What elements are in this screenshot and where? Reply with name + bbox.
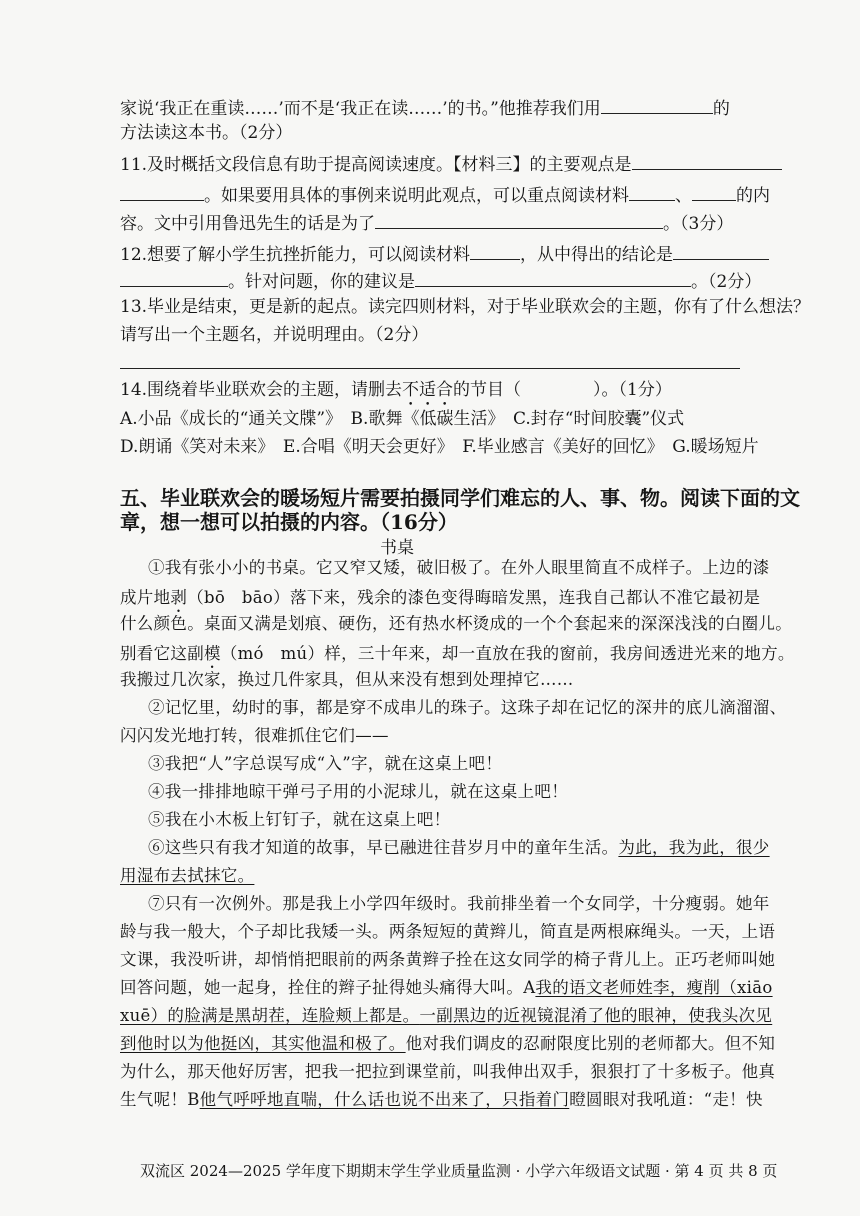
p7-underlined: 一副黑边的近视镜混淆了他的眼神，使我头次见 [419, 1006, 773, 1025]
p1-text: 成片地 [120, 588, 171, 607]
article-p6-line2 [120, 868, 254, 885]
section5-heading-line2: 章，想一想可以拍摄的内容。（16分） [120, 510, 458, 534]
article-p5: ⑤我在小木板上钉钉子，就在这桌上吧！ [148, 810, 451, 829]
article-p7-line7: 为什么，那天他好厉害，把我一把拉到课堂前，叫我伸出双手，狠狠打了十多板子。他真 [120, 1062, 776, 1081]
p1-dotted-char: 模 [204, 644, 221, 663]
answer-blank [375, 213, 663, 229]
p6-underlined: 为此，我为此，很少 [618, 838, 770, 857]
article-p7-line6 [120, 1036, 775, 1053]
q11-text: 容。文中引用鲁迅先生的话是为了 [120, 214, 375, 234]
article-p4: ④我一排排地晾干弹弓子用的小泥球儿，就在这桌上吧！ [148, 782, 568, 801]
p7-underlined: 我的语文老师姓李，瘦削（xiāo [535, 978, 773, 997]
article-p1-line3: 什么颜色。桌面又满是划痕、硬伤，还有热水杯烫成的一个个套起来的深深浅浅的白圈儿。 [120, 614, 792, 633]
article-p6-line1 [148, 840, 770, 857]
q12-score: 。（2分） [691, 272, 762, 292]
article-p2-line2: 闪闪发光地打转，很难抓住它们—— [120, 726, 389, 745]
answer-blank [120, 185, 204, 201]
q14-options-row1: A.小品《成长的“通关文牒”》 B.歌舞《低碳生活》 C.封存“时间胶囊”仪式 [120, 409, 685, 429]
q14-emphasis: 不适合 [402, 380, 454, 400]
q14-text: 的节目（ [453, 380, 522, 400]
answer-blank [470, 244, 520, 260]
answer-blank [120, 271, 228, 287]
q11-text: 。如果要用具体的事例来说明此观点，可以重点阅读材料 [204, 186, 629, 206]
p1-text: 别看它这副 [120, 644, 204, 663]
p7-underlined: 他气呼呼地直喘，什么话也说不出来了，只指着门 [199, 1090, 570, 1109]
article-p1-line4 [120, 644, 795, 672]
q13-line1: 13.毕业是结束，更是新的起点。读完四则材料，对于毕业联欢会的主题，你有了什么想法？ [120, 297, 811, 317]
q14-text: 14.围绕着毕业联欢会的主题，请删去 [120, 380, 403, 400]
p1-dotted-char: 剥 [170, 588, 188, 607]
article-p7-line4 [120, 980, 773, 997]
q10-line2: 方法读这本书。（2分） [120, 123, 293, 143]
article-p1-line1: ①我有张小小的书桌。它又窄又矮，破旧极了。在外人眼里简直不成样子。上边的漆 [148, 558, 770, 577]
p7-text: 瞪圆眼对我吼道：“走！快 [569, 1090, 763, 1109]
q11-sep: 、 [675, 186, 692, 206]
answer-blank [629, 185, 675, 201]
answer-blank [601, 98, 713, 114]
article-p1-line5: 我搬过几次家，换过几件家具，但从来没有想到处理掉它…… [120, 670, 574, 689]
q13-line2: 请写出一个主题名，并说明理由。（2分） [120, 325, 429, 345]
answer-blank [673, 244, 769, 260]
article-title: 书桌 [380, 538, 414, 558]
p1-text: （bō bāo）落下来，残余的漆色变得晦暗发黑，连我自己都认不准它最初是 [187, 588, 761, 607]
section5-heading-line1: 五、毕业联欢会的暖场短片需要拍摄同学们难忘的人、事、物。阅读下面的文 [120, 486, 800, 510]
article-p7-line2: 龄与我一般大，个子却比我矮一头。两条短短的黄辫儿，简直是两根麻绳头。一天，上语 [120, 922, 776, 941]
p7-underlined: xuē）的脸满是黑胡茬，连脸颊上都是。 [120, 1006, 420, 1025]
q14-options-row2: D.朗诵《笑对未来》 E.合唱《明天会更好》 F.毕业感言《美好的回忆》 G.暖场短片 [120, 437, 759, 457]
p6-text: ⑥这些只有我才知道的故事，早已融进往昔岁月中的童年生活。 [148, 838, 619, 857]
answer-blank [415, 271, 691, 287]
q11-line3 [120, 213, 733, 233]
article-p2-line1: ②记忆里，幼时的事，都是穿不成串儿的珠子。这珠子却在记忆的深井的底儿滴溜溜、 [148, 698, 787, 717]
p1-text: （mó mú）样，三十年来，却一直放在我的窗前，我房间透进光来的地方。 [220, 644, 795, 663]
answer-blank [692, 185, 736, 201]
q11-text-end: 的内 [736, 186, 770, 206]
page-footer: 双流区 2024—2025 学年度下期期末学生学业质量监测 · 小学六年级语文试题 · 第 4 页 共 8 页 [140, 1162, 778, 1180]
q12-stem: 12.想要了解小学生抗挫折能力，可以阅读材料 [120, 245, 471, 265]
q10-line1 [120, 98, 730, 118]
q12-text: 。针对问题，你的建议是 [228, 272, 415, 292]
q12-text: ，从中得出的结论是 [520, 245, 674, 265]
article-p7-line3: 文课，我没听讲，却悄悄把眼前的两条黄辫子拴在这女同学的椅子背儿上。正巧老师叫她 [120, 950, 776, 969]
article-p7-line5 [120, 1008, 772, 1025]
answer-line [120, 368, 740, 369]
answer-blank [632, 154, 782, 170]
p7-text: 生气呢！B [120, 1090, 200, 1109]
q14-stem [120, 380, 672, 410]
q12-line2 [120, 271, 761, 291]
p6-underlined: 用湿布去拭抹它。 [120, 866, 255, 885]
p7-text: 回答问题，她一起身，拴住的辫子扯得她头痛得大叫。A [120, 978, 536, 997]
q10-text: 家说‘我正在重读……’而不是‘我正在读……’的书。”他推荐我们用 [120, 99, 601, 119]
p7-text: 他对我们调皮的忍耐限度比别的老师都大。但不知 [405, 1034, 776, 1053]
q10-text-end: 的 [712, 99, 730, 119]
q11-line1 [120, 154, 782, 174]
article-p3: ③我把“人”字总误写成“入”字，就在这桌上吧！ [148, 754, 503, 773]
article-p7-line8 [120, 1092, 763, 1109]
q11-line2 [120, 185, 770, 205]
q11-score: 。（3分） [663, 214, 734, 234]
q11-stem: 11.及时概括文段信息有助于提高阅读速度。【材料三】的主要观点是 [120, 155, 632, 175]
article-p1-line2 [120, 588, 760, 616]
q12-line1 [120, 244, 769, 264]
q14-score: ）。（1分） [593, 380, 672, 400]
p7-underlined: 到他时以为他挺凶，其实他温和极了。 [120, 1034, 406, 1053]
article-p7-line1: ⑦只有一次例外。那是我上小学四年级时。我前排坐着一个女同学，十分瘦弱。她年 [148, 894, 770, 913]
